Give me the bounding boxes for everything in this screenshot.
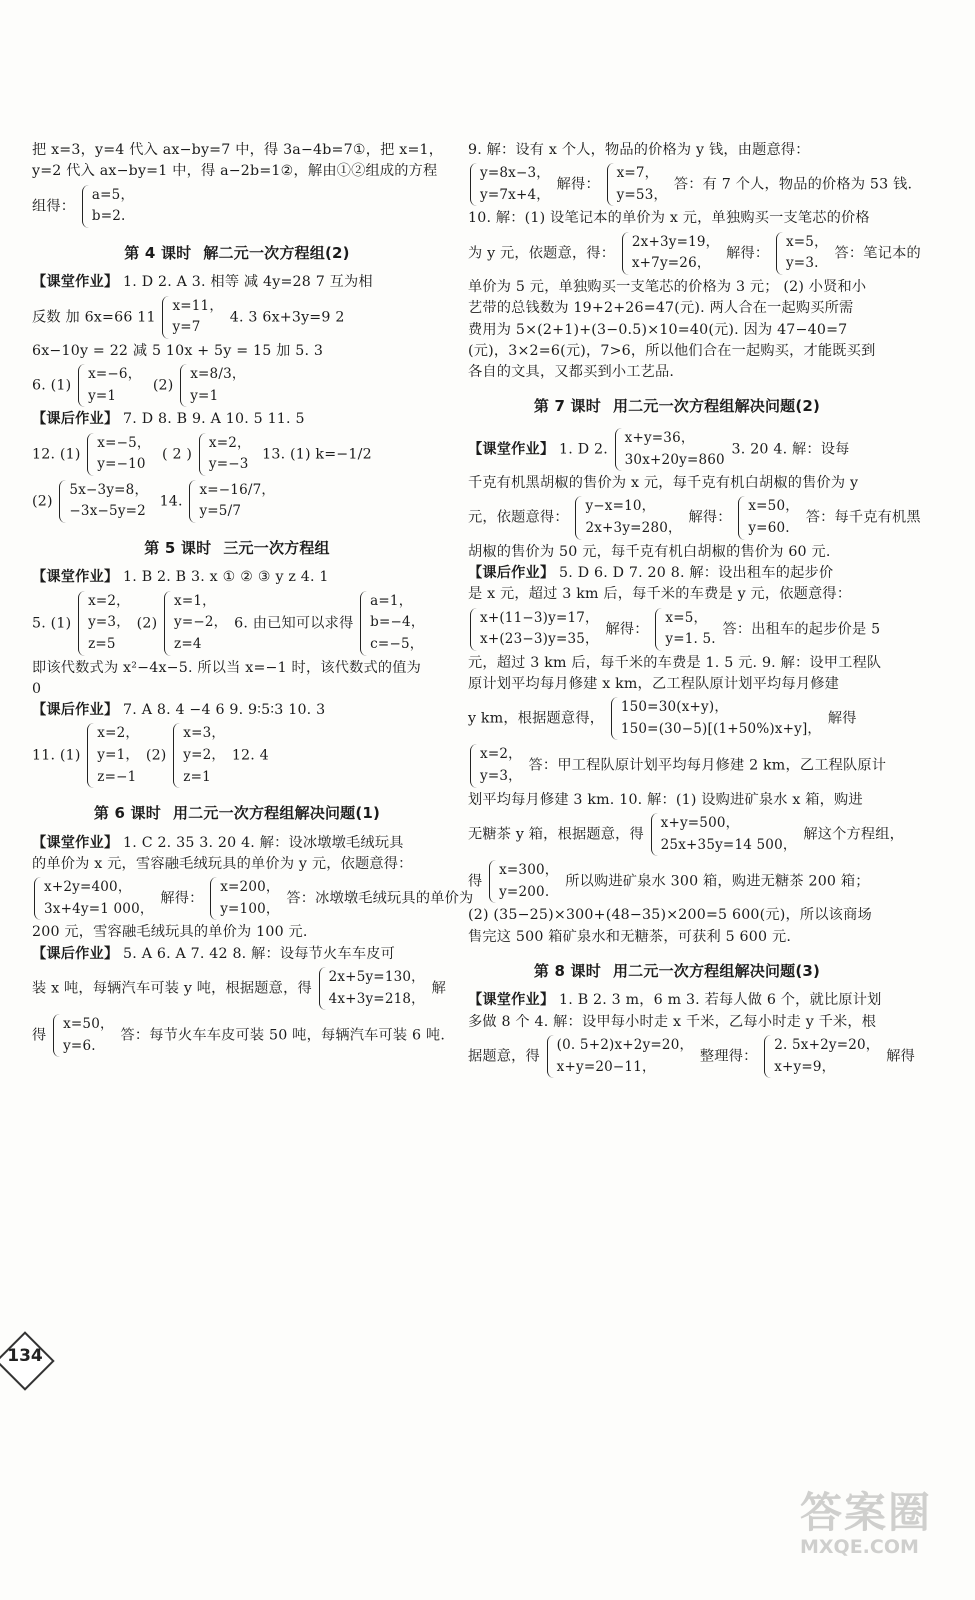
text-fragment: 无糖茶 y 箱，根据题意，得 bbox=[468, 826, 644, 843]
brace bbox=[776, 232, 783, 275]
text-fragment: 解得： bbox=[726, 245, 770, 262]
text-line: 10. 解：(1) 设笔记本的单价为 x 元，单独购买一支笔芯的价格 bbox=[468, 210, 870, 227]
equation-system bbox=[607, 163, 668, 206]
equation-system bbox=[470, 163, 550, 206]
text-line: 的单价为 x 元，雪容融毛绒玩具的单价为 y 元，依题意得： bbox=[32, 855, 413, 872]
brace bbox=[489, 860, 496, 903]
equation-system bbox=[59, 480, 148, 523]
equation: 2x+3y=280， bbox=[585, 520, 682, 537]
equation: x=50， bbox=[63, 1016, 114, 1033]
brace bbox=[87, 433, 94, 476]
brace bbox=[173, 723, 180, 788]
lesson-title bbox=[468, 960, 886, 983]
text-line bbox=[468, 811, 905, 858]
text-line: 售完这 500 箱矿泉水和无糖茶，可获利 5 600 元. bbox=[468, 928, 792, 945]
equation-system bbox=[489, 860, 558, 903]
brace bbox=[210, 877, 217, 920]
text-fragment: 所以购进矿泉水 300 箱，购进无糖茶 200 箱； bbox=[565, 873, 870, 890]
equation: x+(11−3)y=17， bbox=[480, 609, 599, 626]
text-fragment: 4. 3 6x+3y=9 2 bbox=[229, 309, 345, 326]
text-line bbox=[32, 944, 442, 965]
text-fragment: 7. A 8. 4 −4 6 9. 9∶5∶3 10. 3 bbox=[123, 702, 326, 719]
text-fragment: 6. 由已知可以求得 bbox=[234, 615, 354, 632]
equation: 4x+3y=218， bbox=[328, 990, 425, 1007]
text-line: y=2 代入 ax−by=1 中，得 a−2b=1②，解由①②组成的方程 bbox=[32, 163, 438, 180]
lesson-number: 第 4 课时 bbox=[124, 243, 192, 262]
equation-system bbox=[764, 1035, 879, 1078]
equation: z=−1 bbox=[97, 768, 137, 785]
text-fragment: 得 bbox=[468, 873, 483, 890]
text-line bbox=[468, 494, 921, 541]
equation: x+y=9， bbox=[774, 1058, 836, 1075]
text-fragment: (2) bbox=[152, 377, 174, 394]
section-tag: 【课后作业】 bbox=[32, 702, 119, 719]
text-line bbox=[468, 606, 886, 653]
text-fragment: 解得： bbox=[160, 890, 204, 907]
text-fragment: 解得： bbox=[605, 621, 649, 638]
equation: y=200. bbox=[499, 883, 550, 900]
text-line: 是 x 元，超过 3 km 后，每千米的车费是 y 元，依题意得： bbox=[468, 586, 852, 603]
section-tag: 【课堂作业】 bbox=[32, 569, 119, 586]
text-fragment: 整理得： bbox=[699, 1048, 758, 1065]
equation-system bbox=[162, 296, 223, 339]
equation: y−x=10， bbox=[585, 498, 656, 515]
equation-system bbox=[776, 232, 828, 275]
text-fragment: 12. 4 bbox=[231, 747, 269, 764]
equation: x=−16/7， bbox=[199, 481, 276, 498]
text-fragment: 反数 加 6x=66 11 bbox=[32, 309, 156, 326]
text-fragment: 得 bbox=[32, 1027, 47, 1044]
text-line: 单价为 5 元，单独购买一支笔芯的价格为 3 元； (2) 小贤和小 bbox=[468, 278, 867, 295]
equation: x+y=20−11， bbox=[556, 1058, 656, 1075]
brace bbox=[360, 591, 367, 656]
text-line bbox=[32, 431, 442, 478]
equation: x+y=500， bbox=[660, 814, 740, 831]
equation: x=−6， bbox=[88, 366, 142, 383]
brace bbox=[470, 163, 477, 206]
text-fragment: 13. (1) k=−1/2 bbox=[262, 446, 372, 463]
equation-system bbox=[189, 480, 275, 523]
equation: y=3. bbox=[785, 255, 819, 272]
text-line: 费用为 5×(2+1)+(3−0.5)×10=40(元). 因为 47−40=7 bbox=[468, 321, 848, 338]
text-fragment: 14. bbox=[159, 493, 183, 510]
text-line: 各自的文具，又都买到小工艺品. bbox=[468, 364, 675, 381]
section-tag: 【课堂作业】 bbox=[468, 441, 555, 458]
brace bbox=[547, 1035, 554, 1078]
lesson-title bbox=[468, 395, 886, 418]
equation: x=1， bbox=[174, 592, 216, 609]
text-line bbox=[468, 742, 886, 789]
text-line: 艺带的总钱数为 19+2+26=47(元). 两人合在一起购买所需 bbox=[468, 300, 854, 317]
section-tag: 【课堂作业】 bbox=[468, 992, 555, 1009]
lesson-name: 用二元一次方程组解决问题(3) bbox=[612, 961, 821, 980]
text-fragment: 解这个方程组， bbox=[803, 826, 905, 843]
equation: z=1 bbox=[183, 768, 211, 785]
equation: y=3， bbox=[480, 768, 522, 785]
equation: 150=(30−5)[(1+50%)x+y]， bbox=[620, 720, 822, 737]
text-line: 即该代数式为 x²−4x−5. 所以当 x=−1 时，该代数式的值为 bbox=[32, 659, 422, 676]
brace bbox=[575, 496, 582, 539]
text-line: 0 bbox=[32, 680, 42, 697]
text-fragment: 解得 bbox=[827, 710, 857, 727]
equation-system bbox=[655, 608, 715, 651]
text-fragment: 5. D 6. D 7. 20 8. 解：设出租车的起步价 bbox=[559, 564, 834, 581]
left-column bbox=[32, 140, 474, 1059]
text-fragment: 7. D 8. B 9. A 10. 5 11. 5 bbox=[123, 411, 305, 428]
text-line: 9. 解：设有 x 个人，物品的价格为 y 钱，由题意得： bbox=[468, 142, 810, 158]
brace bbox=[189, 480, 196, 523]
text-line bbox=[32, 700, 442, 721]
lesson-number: 第 6 课时 bbox=[93, 804, 161, 823]
equation: 3x+4y=1 000， bbox=[44, 900, 154, 917]
text-fragment: 解得： bbox=[688, 510, 732, 527]
brace bbox=[607, 163, 614, 206]
equation-system bbox=[575, 496, 681, 539]
text-line bbox=[32, 1012, 446, 1059]
equation-system bbox=[360, 591, 424, 656]
equation-system bbox=[547, 1035, 694, 1078]
lesson-number: 第 7 课时 bbox=[533, 397, 601, 416]
lesson-title bbox=[32, 537, 442, 560]
brace bbox=[180, 364, 187, 407]
equation-system bbox=[199, 433, 251, 476]
text-line: (2) (35−25)×300+(48−35)×200=5 600(元)，所以该商场 bbox=[468, 907, 872, 924]
text-fragment: 元，依题意得： bbox=[468, 510, 569, 527]
equation: a=1， bbox=[370, 592, 413, 609]
text-fragment: (2) bbox=[145, 747, 167, 764]
equation: y=60. bbox=[748, 520, 790, 537]
equation: y=−3 bbox=[208, 456, 249, 473]
text-line bbox=[32, 965, 446, 1012]
equation: 2. 5x+2y=20， bbox=[774, 1037, 880, 1054]
text-fragment: 答：每千克有机黑 bbox=[805, 510, 921, 527]
equation: z=4 bbox=[174, 635, 202, 652]
text-line: 多做 8 个 4. 解：设甲每小时走 x 千米，乙每小时走 y 千米，根 bbox=[468, 1013, 877, 1030]
equation: −3x−5y=2 bbox=[69, 503, 146, 520]
text-line: (元)，3×2=6(元)，7>6，所以他们合在一起购买，才能既买到 bbox=[468, 342, 876, 359]
text-line: 原计划平均每月修建 x km，乙工程队原计划平均每月修建 bbox=[468, 676, 839, 692]
lesson-title bbox=[32, 802, 442, 825]
equation: y=1. 5. bbox=[665, 631, 716, 648]
equation-system bbox=[173, 723, 225, 788]
equation-system bbox=[611, 697, 821, 740]
text-line bbox=[32, 875, 474, 922]
equation: y=5/7 bbox=[199, 503, 242, 520]
text-line bbox=[32, 567, 442, 588]
text-line bbox=[32, 409, 442, 430]
text-fragment: 1. D 2. A 3. 相等 减 4y=28 7 互为相 bbox=[123, 274, 373, 291]
text-line bbox=[32, 272, 442, 293]
equation: x=2， bbox=[208, 434, 251, 451]
brace bbox=[34, 877, 41, 920]
equation-system bbox=[34, 877, 154, 920]
equation: y=53， bbox=[616, 186, 668, 203]
lesson-name: 解二元一次方程组(2) bbox=[203, 243, 350, 262]
equation: x=2， bbox=[480, 746, 522, 763]
text-line bbox=[32, 478, 442, 525]
brace bbox=[78, 591, 85, 656]
equation-system bbox=[651, 813, 797, 856]
text-line bbox=[468, 695, 886, 742]
equation: c=−5， bbox=[370, 635, 424, 652]
text-line bbox=[32, 294, 442, 341]
equation: y=7x+4， bbox=[480, 186, 550, 203]
section-tag: 【课堂作业】 bbox=[32, 274, 119, 291]
equation: x=7， bbox=[616, 165, 659, 182]
equation: y=100， bbox=[220, 900, 280, 917]
brace bbox=[199, 433, 206, 476]
section-tag: 【课后作业】 bbox=[468, 564, 555, 581]
text-line bbox=[32, 721, 442, 790]
text-fragment: 5. (1) bbox=[32, 615, 72, 632]
text-line: 把 x=3，y=4 代入 ax−by=7 中，得 3a−4b=7①，把 x=1， bbox=[32, 142, 444, 158]
text-fragment: 11. (1) bbox=[32, 747, 81, 764]
equation-system bbox=[78, 364, 141, 407]
text-fragment: 装 x 吨，每辆汽车可装 y 吨，根据题意，得 bbox=[32, 980, 312, 997]
equation: (0. 5+2)x+2y=20， bbox=[556, 1037, 694, 1054]
equation: 25x+35y=14 500， bbox=[660, 836, 797, 853]
brace bbox=[651, 813, 658, 856]
watermark-url: MXQE.COM bbox=[800, 1536, 919, 1558]
equation: y=−2， bbox=[174, 614, 228, 631]
brace bbox=[622, 232, 629, 275]
equation: 2x+5y=130， bbox=[328, 969, 425, 986]
text-fragment: 6. (1) bbox=[32, 377, 72, 394]
text-line bbox=[468, 426, 886, 473]
text-line bbox=[32, 183, 442, 230]
text-fragment: (2) bbox=[32, 493, 53, 510]
equation: x=−5， bbox=[97, 434, 151, 451]
equation-system bbox=[319, 967, 425, 1010]
lesson-name: 用二元一次方程组解决问题(2) bbox=[612, 397, 821, 416]
equation: x=200， bbox=[220, 879, 280, 896]
equation: y=−10 bbox=[97, 456, 146, 473]
equation: x=300， bbox=[499, 862, 559, 879]
brace bbox=[78, 364, 85, 407]
equation: b=2. bbox=[91, 208, 126, 225]
text-line bbox=[32, 362, 442, 409]
equation: a=5， bbox=[91, 186, 135, 203]
equation: 2x+3y=19， bbox=[631, 233, 720, 250]
equation: y=1 bbox=[190, 387, 219, 404]
brace bbox=[87, 723, 94, 788]
text-line bbox=[468, 563, 886, 584]
text-fragment: 答：甲工程队原计划平均每月修建 2 km，乙工程队原计 bbox=[528, 758, 887, 775]
equation-system bbox=[470, 744, 522, 787]
equation-system bbox=[180, 364, 245, 407]
text-fragment: 3. 20 4. 解：设每 bbox=[731, 441, 850, 458]
text-fragment: 答：冰墩墩毛绒玩具的单价为 bbox=[286, 890, 474, 907]
lesson-number: 第 8 课时 bbox=[533, 961, 601, 980]
text-fragment: 解得： bbox=[556, 176, 600, 193]
text-fragment: 答：笔记本的 bbox=[834, 245, 921, 262]
brace bbox=[319, 967, 326, 1010]
equation: z=5 bbox=[88, 635, 116, 652]
equation: y=1 bbox=[88, 387, 117, 404]
equation-system bbox=[82, 185, 134, 228]
brace bbox=[655, 608, 662, 651]
brace bbox=[53, 1014, 60, 1057]
lesson-number: 第 5 课时 bbox=[144, 538, 212, 557]
brace bbox=[470, 744, 477, 787]
lesson-name: 三元一次方程组 bbox=[223, 538, 330, 557]
equation: x=3， bbox=[183, 725, 226, 742]
text-fragment: 1. B 2. B 3. x ① ② ③ y z 4. 1 bbox=[123, 569, 329, 586]
text-line bbox=[468, 161, 913, 208]
brace bbox=[764, 1035, 771, 1078]
equation-system bbox=[53, 1014, 114, 1057]
brace bbox=[162, 296, 169, 339]
lesson-name: 用二元一次方程组解决问题(1) bbox=[172, 804, 381, 823]
equation: y=7 bbox=[172, 319, 201, 336]
equation: y=1， bbox=[97, 746, 140, 763]
text-fragment: 解得 bbox=[886, 1048, 915, 1065]
text-fragment: 12. (1) bbox=[32, 446, 81, 463]
text-line bbox=[32, 589, 442, 658]
text-fragment: ( 2 ) bbox=[162, 446, 193, 463]
brace bbox=[615, 428, 622, 471]
brace bbox=[611, 697, 618, 740]
equation: x=2， bbox=[97, 725, 140, 742]
section-tag: 【课堂作业】 bbox=[32, 834, 119, 851]
equation-system bbox=[210, 877, 279, 920]
equation-system bbox=[470, 608, 599, 651]
text-fragment: 组得： bbox=[32, 198, 76, 215]
equation-system bbox=[87, 433, 150, 476]
text-fragment: 1. B 2. 3 m，6 m 3. 若每人做 6 个，就比原计划 bbox=[559, 992, 882, 1009]
equation: x=2， bbox=[88, 592, 130, 609]
equation-system bbox=[738, 496, 799, 539]
text-fragment: 5. A 6. A 7. 42 8. 解：设每节火车车皮可 bbox=[123, 945, 395, 962]
page-number: 134 bbox=[7, 1346, 43, 1366]
text-line: 千克有机黑胡椒的售价为 x 元，每千克有机白胡椒的售价为 y bbox=[468, 475, 859, 492]
equation: b=−4， bbox=[370, 614, 425, 631]
text-fragment: 据题意，得 bbox=[468, 1048, 540, 1065]
equation-system bbox=[87, 723, 139, 788]
text-fragment: 解 bbox=[431, 980, 446, 997]
lesson-title bbox=[32, 242, 442, 265]
brace bbox=[82, 185, 89, 228]
text-line bbox=[468, 230, 921, 277]
brace bbox=[738, 496, 745, 539]
equation: x=8/3， bbox=[190, 366, 246, 383]
equation: 30x+20y=860 bbox=[624, 451, 725, 468]
watermark bbox=[800, 1480, 960, 1590]
brace bbox=[164, 591, 171, 656]
equation-system bbox=[615, 428, 725, 471]
equation: y=6. bbox=[63, 1037, 96, 1054]
equation: y=3， bbox=[88, 614, 130, 631]
equation: 150=30(x+y)， bbox=[620, 699, 729, 716]
equation: y=2， bbox=[183, 746, 226, 763]
text-fragment: (2) bbox=[136, 615, 158, 632]
text-line bbox=[32, 833, 442, 854]
text-fragment: 为 y 元，依题意，得： bbox=[468, 245, 616, 262]
section-tag: 【课后作业】 bbox=[32, 411, 119, 428]
equation: x=50， bbox=[748, 498, 799, 515]
brace bbox=[59, 480, 66, 523]
equation: x+7y=26， bbox=[631, 255, 711, 272]
text-fragment: 答：每节火车车皮可装 50 吨，每辆汽车可装 6 吨. bbox=[120, 1027, 446, 1044]
text-line bbox=[468, 1033, 915, 1080]
equation: x=5， bbox=[785, 233, 828, 250]
equation: y=8x−3， bbox=[480, 165, 550, 182]
equation: x=5， bbox=[665, 609, 708, 626]
equation: 5x−3y=8， bbox=[69, 481, 149, 498]
text-line bbox=[468, 858, 886, 905]
text-fragment: 1. D 2. bbox=[559, 441, 608, 458]
equation: x=11， bbox=[172, 297, 224, 314]
equation-system bbox=[164, 591, 227, 656]
equation: x+(23−3)y=35， bbox=[480, 631, 599, 648]
text-line: 元，超过 3 km 后，每千米的车费是 1. 5 元. 9. 解：设甲工程队 bbox=[468, 654, 882, 671]
section-tag: 【课后作业】 bbox=[32, 945, 119, 962]
text-line: 6x−10y = 22 减 5 10x + 5y = 15 加 5. 3 bbox=[32, 342, 324, 359]
equation: x+2y=400， bbox=[44, 879, 132, 896]
text-fragment: 1. C 2. 35 3. 20 4. 解：设冰墩墩毛绒玩具 bbox=[123, 834, 404, 851]
text-line: 200 元，雪容融毛绒玩具的单价为 100 元. bbox=[32, 924, 308, 941]
brace bbox=[470, 608, 477, 651]
text-line: 胡椒的售价为 50 元，每千克有机白胡椒的售价为 60 元. bbox=[468, 543, 831, 560]
equation-system bbox=[622, 232, 720, 275]
text-fragment: 答：有 7 个人，物品的价格为 53 钱. bbox=[673, 176, 913, 193]
equation: x+y=36， bbox=[624, 429, 695, 446]
text-fragment: 答：出租车的起步价是 5 bbox=[722, 621, 881, 638]
text-line bbox=[468, 990, 886, 1011]
right-column bbox=[468, 140, 921, 1080]
watermark-text: 答案圈 bbox=[800, 1488, 933, 1537]
text-fragment: y km，根据题意得， bbox=[468, 710, 605, 727]
text-line: 划平均每月修建 3 km. 10. 解：(1) 设购进矿泉水 x 箱，购进 bbox=[468, 791, 863, 808]
equation-system bbox=[78, 591, 130, 656]
